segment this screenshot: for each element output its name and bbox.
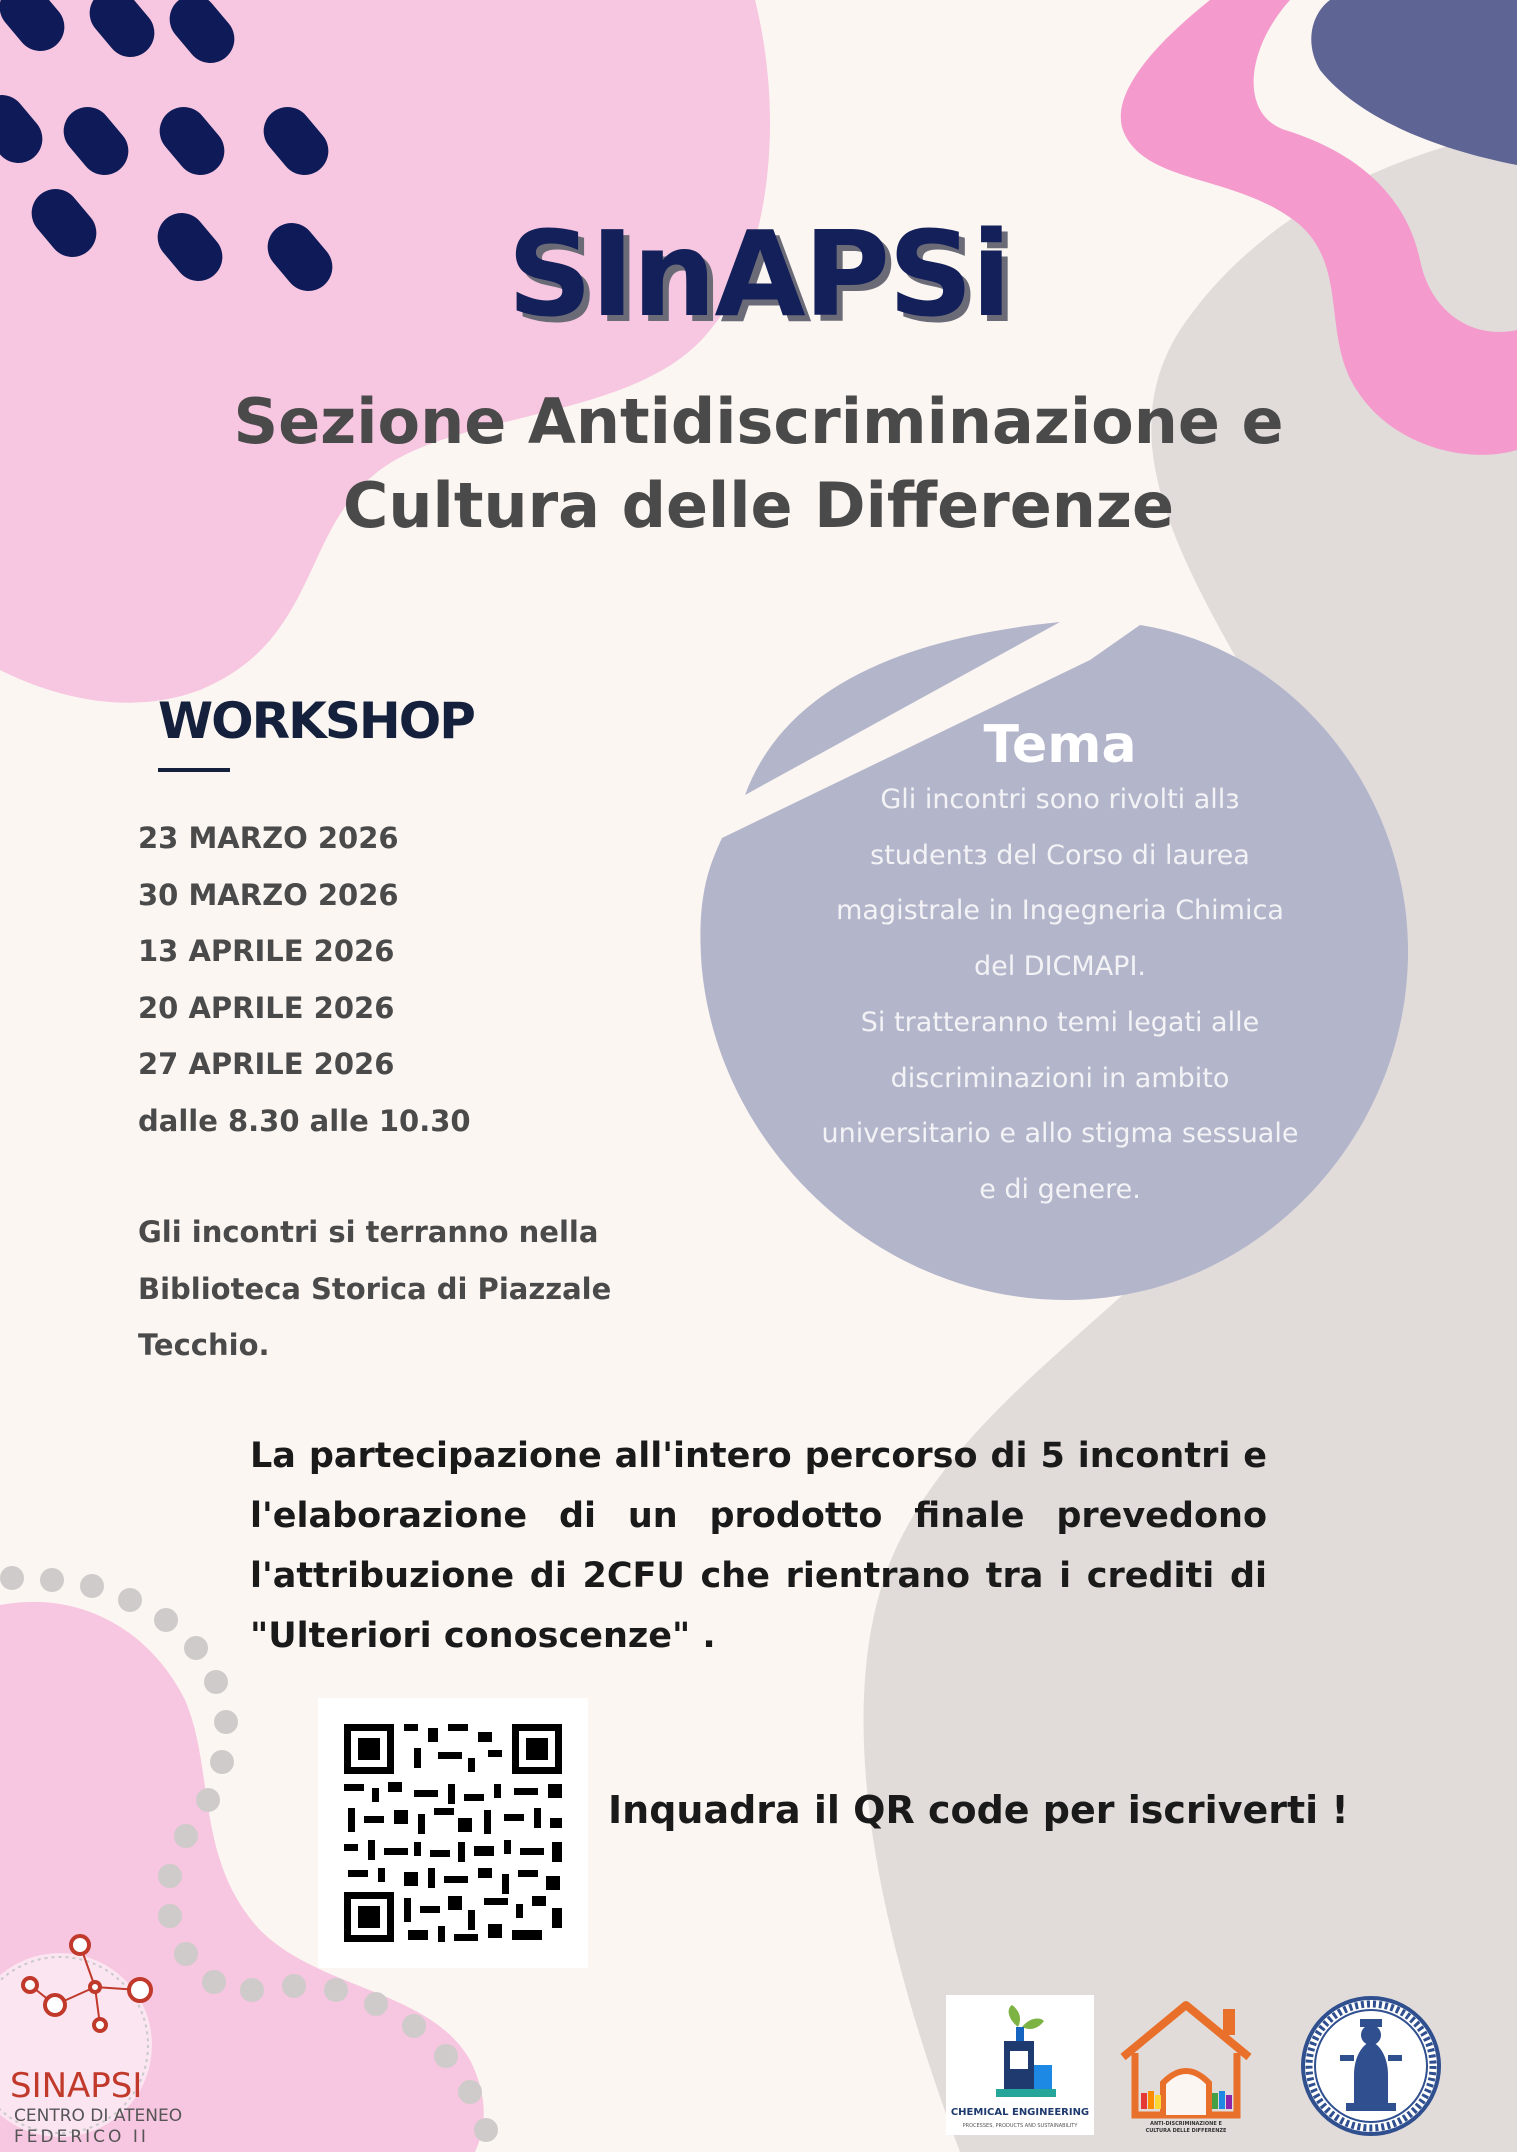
ce-logo-text: CHEMICAL ENGINEERING xyxy=(950,2107,1090,2118)
workshop-underline xyxy=(158,768,230,772)
university-seal-logo xyxy=(1300,1995,1442,2137)
tema-line: magistrale in Ingegneria Chimica xyxy=(836,895,1284,927)
tema-line: discriminazioni in ambito xyxy=(890,1062,1230,1094)
workshop-heading: WORKSHOP xyxy=(158,692,474,750)
house-logo-text-1: ANTI-DISCRIMINAZIONE E xyxy=(1150,2121,1222,2127)
qr-code-icon xyxy=(318,1698,588,1968)
tema-line: e di genere. xyxy=(979,1173,1141,1205)
date-item: 30 MARZO 2026 xyxy=(138,877,399,912)
workshop-dates xyxy=(138,810,471,1149)
participation-text: La partecipazione all'intero percorso di 5 incontri e l'elaborazione di un prodotto finale prevedono l'attribuzione di 2CFU che rientrano tra i crediti di "Ulteriori conoscenze" . xyxy=(250,1436,1267,1656)
sinapsi-logo-line1: CENTRO DI ATENEO xyxy=(14,2106,183,2126)
tema-line: Si tratteranno temi legati alle xyxy=(860,1006,1260,1038)
chemical-engineering-logo xyxy=(946,1995,1094,2135)
sinapsi-logo-text: SINAPSI xyxy=(10,2066,143,2106)
tema-line: studentз del Corso di laurea xyxy=(870,839,1250,871)
house-logo xyxy=(1115,1995,1257,2135)
qr-instruction: Inquadra il QR code per iscriverti ! xyxy=(608,1788,1349,1832)
tema-heading: Tema xyxy=(983,715,1137,775)
tema-line: universitario e allo stigma sessuale xyxy=(821,1118,1299,1150)
house-logo-text-2: CULTURA DELLE DIFFERENZE xyxy=(1145,2128,1227,2134)
sinapsi-logo xyxy=(0,1925,205,2152)
sinapsi-logo-line2: FEDERICO II xyxy=(14,2127,149,2147)
qr-code[interactable] xyxy=(318,1698,588,1968)
date-item: 27 APRILE 2026 xyxy=(138,1047,395,1081)
date-item: 13 APRILE 2026 xyxy=(138,934,395,968)
poster-subtitle: Sezione Antidiscriminazione e Cultura delle Differenze xyxy=(233,385,1284,542)
date-item: 23 MARZO 2026 xyxy=(138,821,399,855)
date-item: 20 APRILE 2026 xyxy=(138,990,395,1025)
time-range: dalle 8.30 alle 10.30 xyxy=(138,1103,471,1138)
tema-line: del DICMAPI. xyxy=(973,951,1147,983)
workshop-location: Gli incontri si terranno nella Biblioteca Storica di Piazzale Tecchio. xyxy=(138,1215,612,1362)
flask-icon xyxy=(946,1995,1094,2135)
tema-line: Gli incontri sono rivolti allз xyxy=(880,784,1240,815)
ce-logo-subtext: PROCESSES, PRODUCTS AND SUSTAINABILITY xyxy=(962,2123,1078,2129)
tema-body xyxy=(815,772,1305,1218)
poster-title: SInAPSi xyxy=(507,205,1010,343)
